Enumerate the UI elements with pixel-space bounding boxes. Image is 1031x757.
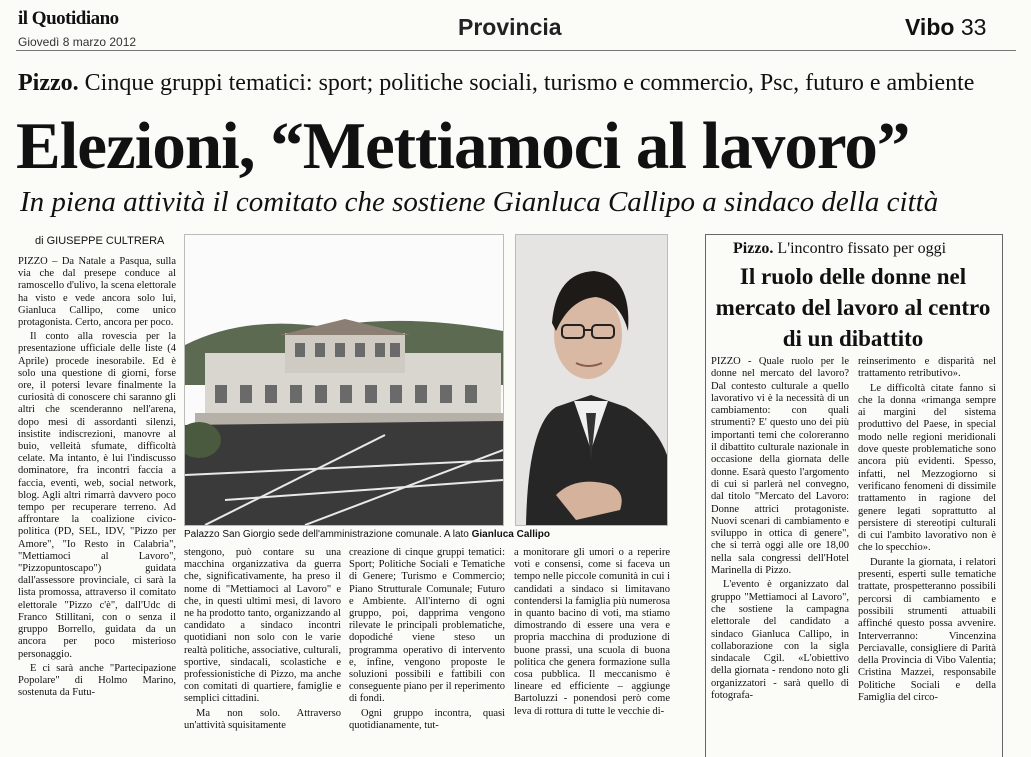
sidebar-column-2 [858, 356, 996, 756]
header-rule [16, 50, 1016, 51]
issue-date: Giovedì 8 marzo 2012 [18, 35, 137, 49]
masthead-logo: il Quotidiano [18, 8, 119, 29]
paragraph: PIZZO – Da Natale a Pasqua, sulla via che dal presepe conduce al ramoscello d'ulivo, la scena elettorale ha visto e vede ancora solo lui, Gianluca Callipo, come unico protagonista. Certo, ancora per poco. [18, 256, 176, 329]
paragraph: a monitorare gli umori o a reperire voti e consensi, come si faceva un tempo nelle piccole comunità in cui i candidati a sindaco si limitavano contendersi la famiglia più numerosa in quanto bacino di voti, ma stiamo dimostrando di essere una vera e propria macchina di produzione di buone prassi, una scuola di buona politica che genera formazione sulla cosa pubblica. Il meccanismo è lineare ed efficiente – aggiunge Bartoluzzi - ponendosi però come leva di rottura di tutte le vecchie di- [514, 547, 670, 717]
paragraph: Il conto alla rovescia per la presentazione ufficiale delle liste (4 Aprile) procede inesorabile. Ed è solo una questione di giorni, forse ore, il potersi levare finalmente la curiosità di conoscere chi saranno gli altri che scenderanno nell'arena, dopo mesi di assordanti silenzi, insistite indiscrezioni, manovre al buio, velleità sfumate, difficoltà celate. Ma intanto, è lui l'indiscusso dominatore, fra incontri faccia a faccia, eventi, web, social network, blog. Agli altri rimarrà davvero poco tempo per recuperare terreno. Ad affrontare la coalizione civico-politica (PD, SEL, IDV, "Pizzo per Amore", "Io Resto in Calabria", "Mettiamoci al Lavoro", "Pizzopuntoscapo") guidata dall'assessore provinciale, ci sarà la lista promossa, attraverso il comitato elettorale "Pizzo c'è", dall'Udc di Franco Stillitani, con o senza il gruppo Borrello, guidata da un ancora per poco misterioso personaggio. [18, 331, 176, 660]
photo-gianluca-callipo [515, 234, 668, 526]
photo-palazzo-san-giorgio [184, 234, 504, 526]
article-column-4 [514, 547, 670, 756]
article-headline: Elezioni, “Mettiamoci al lavoro” [16, 109, 910, 183]
paragraph: Durante la giornata, i relatori presenti, esperti sulle tematiche trattate, prospetteranno possibili percorsi di cambiamento e possibili strumenti attuabili affinché questo possa avvenire. Interverranno: Vincenzina Perciavalle, consigliere di Parità della Provincia di Vibo Valentia; Cristina Mazzei, responsabile Politiche Sociali e della Famiglia del circo- [858, 556, 996, 704]
photo-caption [184, 529, 674, 540]
paragraph: reinserimento e disparità nel trattamento retributivo». [858, 356, 996, 380]
paragraph: PIZZO - Quale ruolo per le donne nel mercato del lavoro? Dal contesto culturale a quello lavorativo vi è la necessità di un cambiamento: con quali strumenti? E' questo uno dei più importanti temi che coloreranno il dibattito culturale nazionale in occasione della giornata delle donne. Esarà questo l'argomento di cui si parlerà nel convegno, dal titolo "Mercato del Lavoro: Donne attrici protagoniste. Nuovi scenari di cambiamento e sviluppo in ottica di genere", che si terrà oggi alle ore 18,00 nella sala congressi dell'Hotel Marinella di Pizzo. [711, 356, 849, 577]
article-column-1 [18, 256, 176, 756]
page-indicator [905, 14, 986, 41]
kicker-text: Cinque gruppi tematici: sport; politiche sociali, turismo e commercio, Psc, futuro e ambiente [84, 70, 975, 96]
kicker-place: Pizzo. [18, 70, 79, 96]
sidebar-title: Il ruolo delle donne nel mercato del lavoro al centro di un dibattito [715, 264, 991, 351]
building-image [185, 235, 503, 525]
paragraph: L'evento è organizzato dal gruppo "Mettiamoci al Lavoro", che sostiene la campagna elettorale del candidato a sindaco Gianluca Callipo, in collaborazione con la sigla sindacale Cgil. «L'obiettivo della giornata - rendono noto gli organizzatori - sarà quello di fotografa- [711, 579, 849, 702]
article-kicker [18, 70, 974, 97]
paragraph: Le difficoltà citate fanno sì che la donna «rimanga sempre ai margini del sistema produttivo del Paese, in special modo nelle regioni meridionali dove queste problematiche sono ancora più evidenti. Spesso, infatti, nel Mezzogiorno si verificano fenomeni di dissimile trattamento in ragione del genere legati soprattutto al persistere di stereotipi culturali di cui l'ambito lavorativo non è che lo specchio». [858, 382, 996, 554]
sidebar-kicker-text: L'incontro fissato per oggi [777, 240, 947, 257]
paragraph: E ci sarà anche "Partecipazione Popolare" di Holmo Marino, sostenuta da Futu- [18, 662, 176, 699]
page-number: 33 [960, 14, 987, 40]
sidebar-kicker [733, 240, 946, 258]
article-column-2 [184, 547, 341, 756]
sidebar-kicker-place: Pizzo. [733, 240, 774, 257]
article-column-3 [349, 547, 505, 756]
portrait-image [516, 235, 667, 525]
article-deck: In piena attività il comitato che sostiene Gianluca Callipo a sindaco della città [20, 186, 939, 218]
paragraph: Ogni gruppo incontra, quasi quotidianamente, tut- [349, 707, 505, 731]
paragraph: stengono, può contare su una macchina organizzativa da guerra che, significativamente, ha preso il nome di "Mettiamoci al Lavoro" e che, in questi ultimi mesi, di lavoro ne ha prodotto tanto, organizzando al candidato a sindaco incontri quotidiani non solo con le varie realtà politiche, associative, culturali, sportive, sindacali, scolastiche e professionistiche di Pizzo, ma anche con comitati di quartiere, famiglie e semplici cittadini. [184, 547, 341, 705]
paragraph: Ma non solo. Attraverso un'attività squisitamente [184, 707, 341, 731]
byline: di GIUSEPPE CULTRERA [35, 235, 165, 247]
page-town: Vibo [905, 14, 955, 40]
caption-text: Palazzo San Giorgio sede dell'amministrazione comunale. A lato [184, 529, 469, 540]
section-title: Provincia [458, 14, 562, 40]
caption-name: Gianluca Callipo [471, 529, 550, 540]
sidebar-column-1 [711, 356, 849, 756]
paragraph: creazione di cinque gruppi tematici: Sport; Politiche Sociali e Tematiche di Genere; Turismo e Commercio; Piano Strutturale Comunale; Futuro e Ambiente. All'interno di ogni gruppo, poi, dapprima vengono rilevate le principali problematiche, dopodiché viene steso un programma operativo di intervento e, infine, vengono proposte le soluzioni possibili e fattibili con conseguente piano per il reperimento di fondi. [349, 547, 505, 705]
